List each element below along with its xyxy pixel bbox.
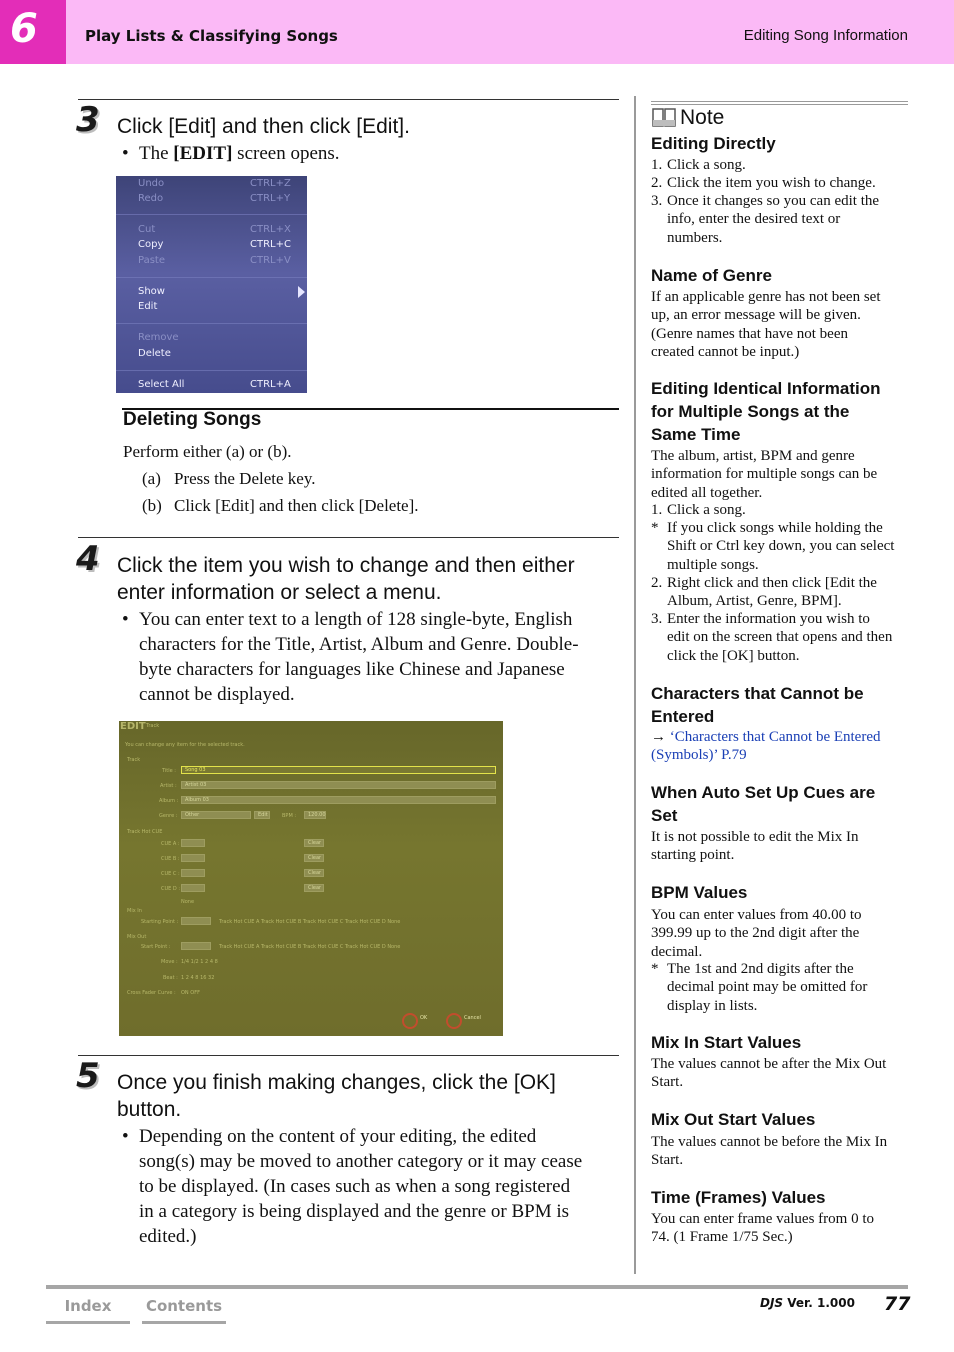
auto-cues-text: It is not possible to edit the Mix In starting point. [651,829,859,864]
chapter-number: 6 [10,6,38,52]
track-hot-cue-label: Track Hot CUE [127,829,163,835]
step3-rule [78,99,619,100]
step3-number: 3 [76,100,100,140]
move-options[interactable]: 1/4 1/2 1 2 4 8 [181,959,218,965]
edit-screen-intro: You can change any item for the selected track. [125,742,245,748]
deleting-option-a-mark: (a) [142,469,161,488]
cue-a-label: CUE A : [161,841,180,847]
submenu-arrow-icon [298,286,305,298]
cue-d-clear-button[interactable]: Clear [304,884,324,892]
contents-link[interactable]: Contents [142,1292,226,1324]
step5-rule [78,1055,619,1056]
edit-menu-screenshot [116,176,307,393]
bullet-dot: • [122,1126,129,1147]
footer-rule [46,1285,908,1289]
identical-item-1: 1. Click a song. [651,502,746,518]
chars-link[interactable]: → ‘Characters that Cannot be Entered (Symbols)’ P.79 [651,729,881,764]
mix-out-start-point-label: Start Point : [141,944,171,950]
menu-separator [116,323,307,324]
step5-number: 5 [76,1056,100,1096]
mix-in-label: Mix In [127,908,142,914]
frames-heading: Time (Frames) Values [651,1188,826,1207]
menu-item-redo[interactable]: Redo CTRL+Y [138,193,291,204]
move-label: Move : [161,959,178,965]
editing-directly-item-3: 3. Once it changes so you can edit the info, enter the desired text or numbers. [651,193,880,246]
identical-item-2: 2. Right click and then click [Edit the Album, Artist, Genre, BPM]. [651,575,877,610]
cue-c-clear-button[interactable]: Clear [304,869,324,877]
cue-a-input[interactable] [181,839,205,847]
cue-d-input[interactable] [181,884,205,892]
chars-heading: Characters that Cannot be Entered [651,684,864,726]
note-rule [651,101,908,105]
mix-in-starting-point-label: Starting Point : [141,919,179,925]
menu-separator [116,277,307,278]
mix-in-starting-point-input[interactable] [181,917,211,925]
bpm-note: * The 1st and 2nd digits after the decimal point may be omitted for display in lists. [651,961,868,1014]
menu-item-edit[interactable]: Edit [138,301,158,312]
menu-item-select-all[interactable]: Select All CTRL+A [138,379,291,390]
cue-a-clear-button[interactable]: Clear [304,839,324,847]
menu-item-remove[interactable]: Remove [138,332,179,343]
genre-field-label: Genre : [159,813,178,819]
identical-info-text: The album, artist, BPM and genre information for multiple songs can be edited all together. [651,448,878,501]
page-header [0,0,954,64]
deleting-option-a: Press the Delete key. [174,469,316,488]
menu-item-show[interactable]: Show [138,286,165,297]
step4-number: 4 [76,539,100,579]
index-link[interactable]: Index [46,1292,130,1324]
menu-item-undo[interactable]: Undo CTRL+Z [138,178,291,189]
menu-item-delete[interactable]: Delete [138,348,171,359]
bpm-input[interactable]: 120.00 [304,811,326,819]
menu-separator [116,370,307,371]
step4-title: Click the item you wish to change and then either enter information or select a menu. [117,554,575,604]
step3-bullet: • The [EDIT] screen opens. [122,143,340,164]
step4-rule [78,537,619,538]
beat-options[interactable]: 1 2 4 8 16 32 [181,975,215,981]
album-field-label: Album : [159,798,179,804]
title-input[interactable]: Song 03 [181,766,496,774]
cue-b-clear-button[interactable]: Clear [304,854,324,862]
menu-item-paste[interactable]: Paste CTRL+V [138,255,291,266]
topic-title: Editing Song Information [743,27,908,44]
artist-field-label: Artist : [160,783,177,789]
version-label: DJS Ver. 1.000 [760,1296,855,1310]
edit-screen-screenshot [119,721,503,1036]
menu-item-copy[interactable]: Copy CTRL+C [138,239,291,250]
cue-c-label: CUE C : [161,871,180,877]
cancel-button[interactable]: Cancel [464,1015,481,1021]
deleting-songs-title: Deleting Songs [123,409,262,430]
title-field-label: Title : [162,768,176,774]
editing-directly-item-2: 2. Click the item you wish to change. [651,175,876,191]
mix-out-start-point-input[interactable] [181,942,211,950]
bpm-heading: BPM Values [651,883,748,902]
cross-fader-label: Cross Fader Curve : [127,990,176,996]
bullet-dot: • [122,609,129,630]
cancel-x-icon[interactable] [446,1013,462,1029]
genre-edit-button[interactable]: Edit [254,811,270,819]
column-divider [634,96,636,1274]
step4-bullet: • You can enter text to a length of 128 single-byte, English characters for the Title, Artist, Album and Genre. Double- byte characters for languages like Chinese and Japanese cannot be displayed. [122,609,579,705]
identical-item-asterisk: * If you click songs while holding the Shift or Ctrl key down, you can select multiple songs. [651,520,895,573]
ok-button[interactable]: OK [420,1015,428,1021]
genre-text: If an applicable genre has not been set up, an error message will be given. (Genre names that have not been created cannot be input.) [651,289,881,361]
mix-out-cue-options[interactable]: Track Hot CUE A Track Hot CUE B Track Hot CUE C Track Hot CUE D None [219,944,401,950]
mix-in-cue-options[interactable]: Track Hot CUE A Track Hot CUE B Track Hot CUE C Track Hot CUE D None [219,919,401,925]
ok-check-icon[interactable] [402,1013,418,1029]
mix-in-text: The values cannot be after the Mix Out Start. [651,1056,887,1091]
edit-screen-subtitle: Track [146,723,160,729]
page-number: 77 [884,1293,911,1315]
deleting-option-b: Click [Edit] and then click [Delete]. [174,496,419,515]
genre-select[interactable]: Other [181,811,251,819]
mix-out-text: The values cannot be before the Mix In Start. [651,1134,888,1169]
editing-directly-item-1: 1. Click a song. [651,157,746,173]
step5-bullet: • Depending on the content of your editing, the edited song(s) may be moved to another category or it may cease to be displayed. (In cases such as when a song registered in a category is being displayed and the genre or BPM is edited.) [122,1126,583,1247]
editing-directly-heading: Editing Directly [651,134,776,153]
track-section-label: Track [127,757,141,763]
edit-screen-title: EDIT [120,721,146,732]
section-title: Play Lists & Classifying Songs [85,27,338,45]
bpm-field-label: BPM : [282,813,297,819]
bullet-dot: • [122,143,129,164]
deleting-option-b-mark: (b) [142,496,162,515]
cue-d-label: CUE D : [161,886,181,892]
arrow-right-icon: → [651,729,666,745]
step3-title: Click [Edit] and then click [Edit]. [117,115,410,138]
cue-none-option[interactable]: None [181,899,195,905]
frames-text: You can enter frame values from 0 to 74. (1 Frame 1/75 Sec.) [651,1211,874,1246]
bpm-text: You can enter values from 40.00 to 399.99 up to the 2nd digit after the decimal. [651,907,862,960]
genre-heading: Name of Genre [651,266,772,285]
cross-fader-options[interactable]: ON OFF [181,990,200,996]
mix-out-heading: Mix Out Start Values [651,1110,816,1129]
menu-separator [116,214,307,215]
cue-b-label: CUE B : [161,856,180,862]
chapter-badge [0,0,66,64]
cue-b-input[interactable] [181,854,205,862]
identical-info-heading: Editing Identical Information for Multiple Songs at the Same Time [651,379,881,444]
beat-label: Beat : [163,975,178,981]
mix-in-heading: Mix In Start Values [651,1033,802,1052]
deleting-intro: Perform either (a) or (b). [123,442,292,461]
auto-cues-heading: When Auto Set Up Cues are Set [651,783,876,825]
step5-title: Once you finish making changes, click the [OK] button. [117,1071,556,1121]
menu-item-cut[interactable]: Cut CTRL+X [138,224,291,235]
cue-c-input[interactable] [181,869,205,877]
album-input[interactable]: Album 03 [181,796,496,804]
book-icon [651,106,677,128]
note-label: Note [680,106,725,129]
mix-out-label: Mix Out [127,934,147,940]
identical-item-3: 3. Enter the information you wish to edit on the screen that opens and then click the [OK] button. [651,611,893,664]
artist-input[interactable]: Artist 03 [181,781,496,789]
